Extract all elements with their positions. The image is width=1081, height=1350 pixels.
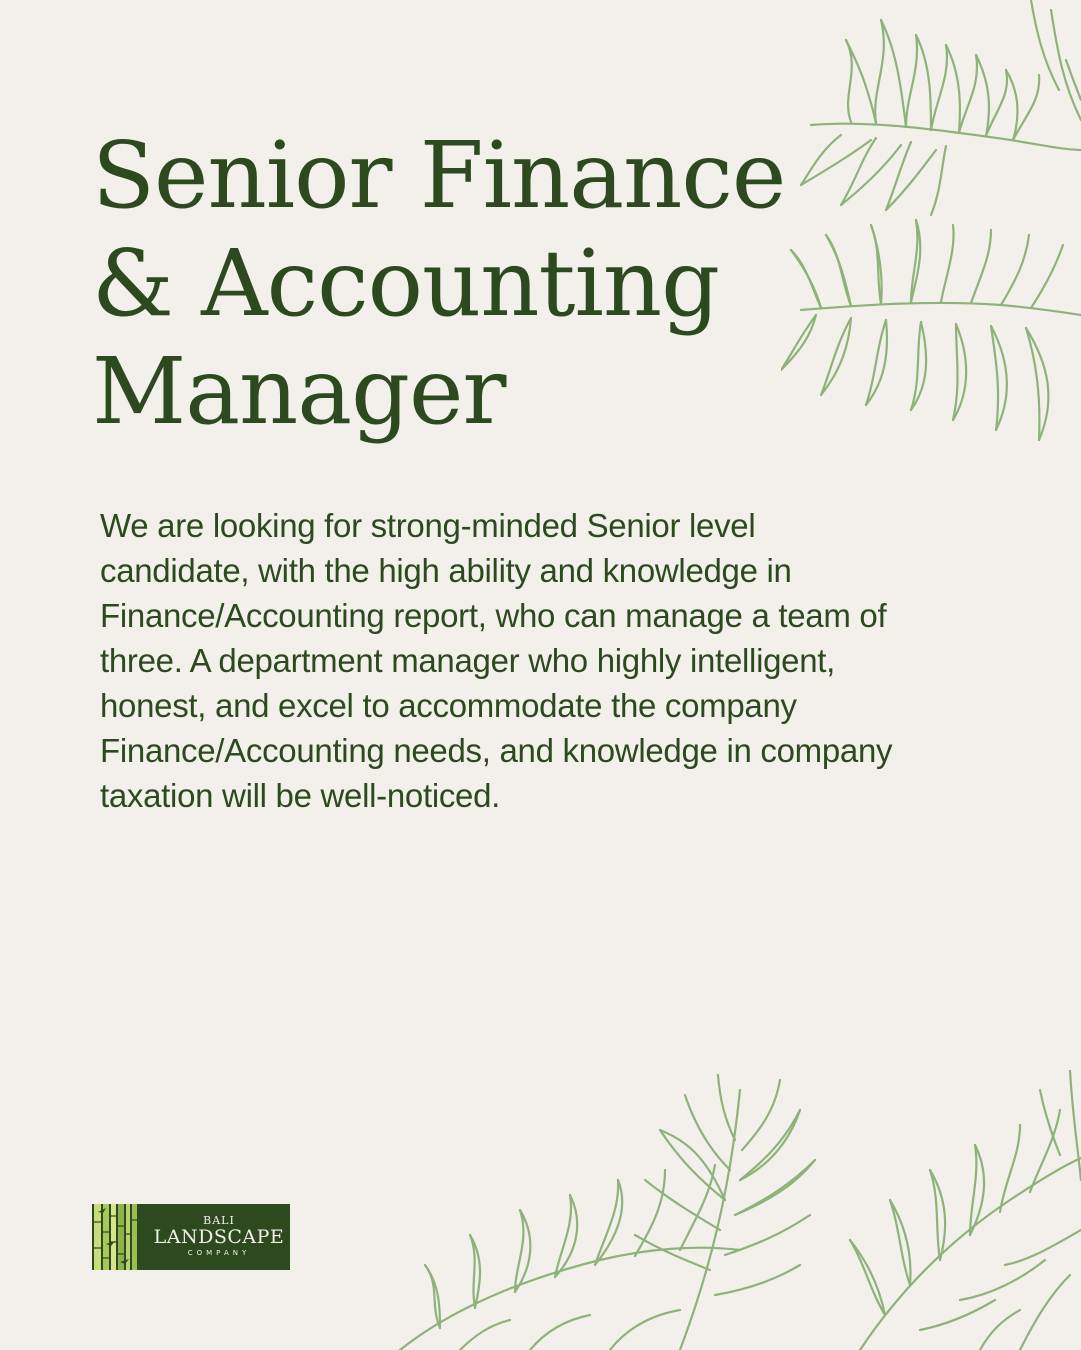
bamboo-icon xyxy=(92,1204,148,1270)
job-title-line: & Accounting xyxy=(92,230,720,337)
job-title-line: Senior Finance xyxy=(92,122,786,229)
logo-wordmark xyxy=(148,1204,290,1270)
logo-line-bali: BALI xyxy=(203,1214,235,1227)
description-line: honest, and excel to accommodate the company xyxy=(100,687,797,724)
description-line: Finance/Accounting report, who can manage a team of xyxy=(100,597,887,634)
logo-line-landscape: LANDSCAPE xyxy=(153,1226,285,1248)
logo-line-company: COMPANY xyxy=(187,1249,251,1257)
job-description xyxy=(100,503,960,818)
description-line: candidate, with the high ability and knowledge in xyxy=(100,552,792,589)
description-line: We are looking for strong-minded Senior level xyxy=(100,507,756,544)
tropical-leaf-decoration-bottom-icon xyxy=(380,1070,1081,1350)
company-logo xyxy=(92,1204,290,1270)
job-title-line: Manager xyxy=(92,338,506,445)
description-line: taxation will be well-noticed. xyxy=(100,777,501,814)
description-line: three. A department manager who highly intelligent, xyxy=(100,642,835,679)
description-line: Finance/Accounting needs, and knowledge in company xyxy=(100,732,893,769)
job-title xyxy=(92,122,852,446)
